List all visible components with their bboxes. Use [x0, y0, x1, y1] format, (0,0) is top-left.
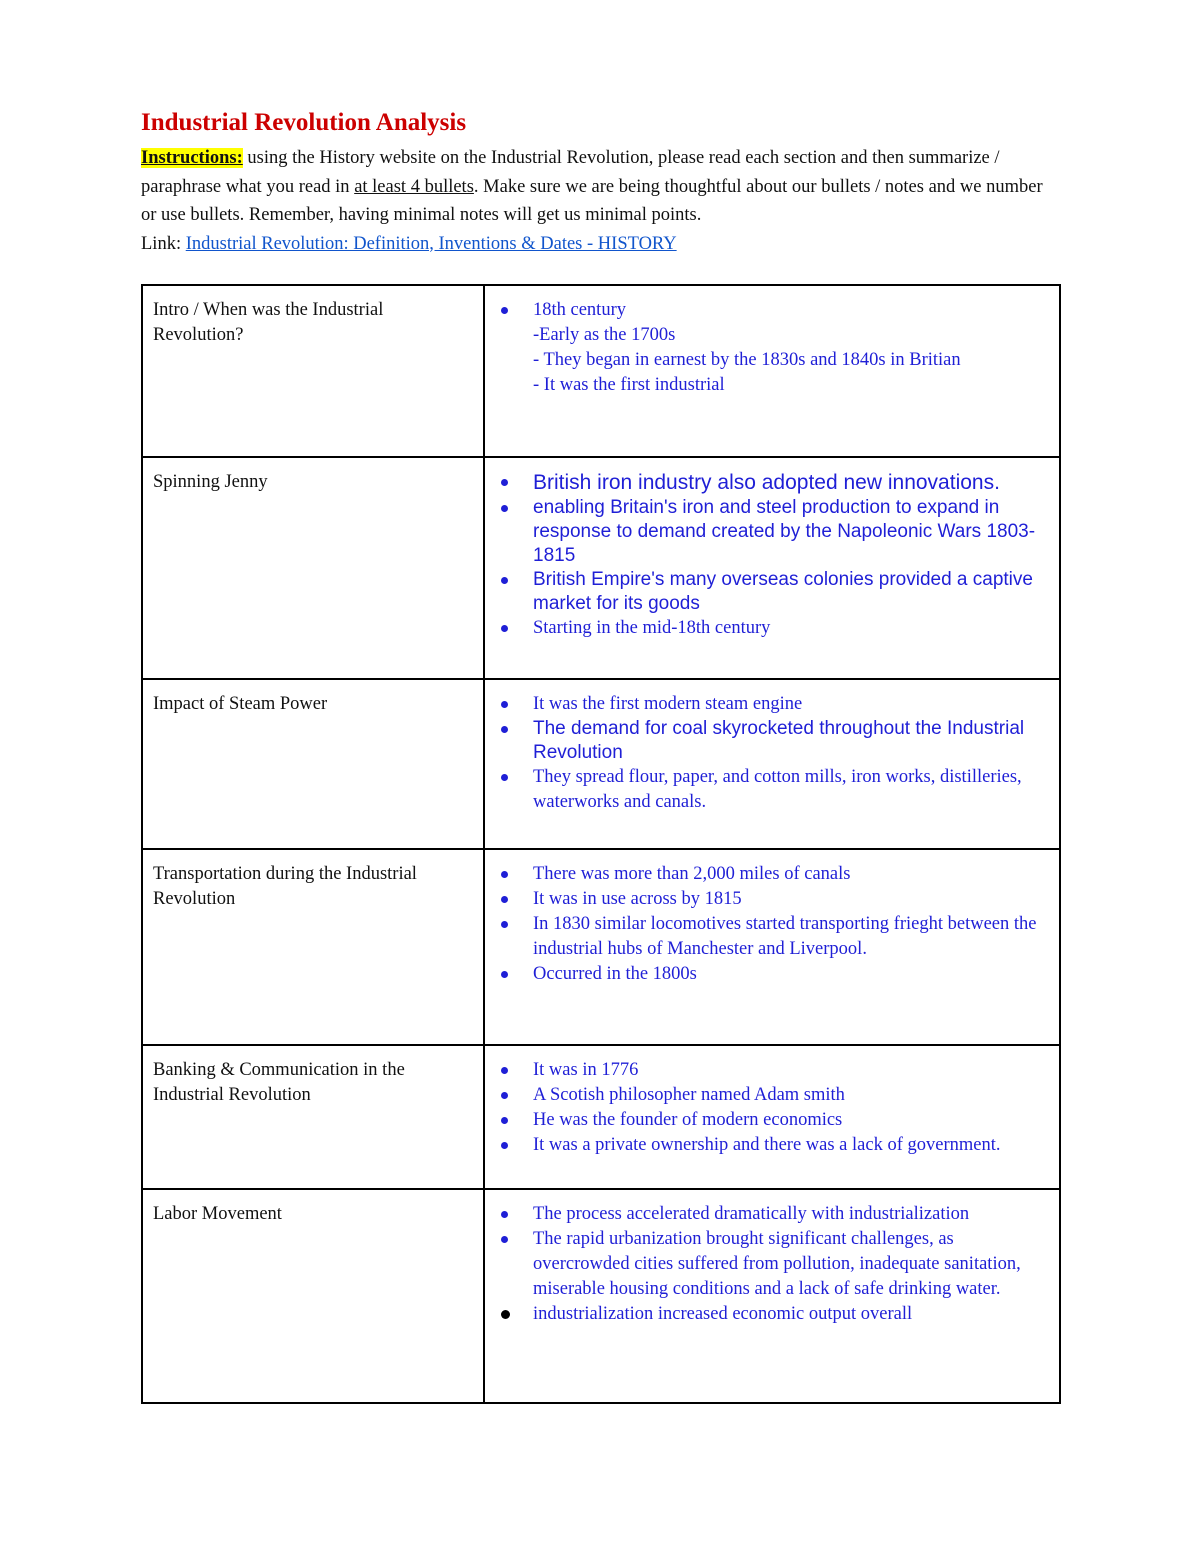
- bullet-text: 18th century: [533, 300, 626, 320]
- topic-cell: Impact of Steam Power: [142, 679, 484, 849]
- list-item: industrialization increased economic output overall: [533, 1302, 1049, 1327]
- notes-cell: [484, 849, 1060, 1045]
- notes-cell: [484, 1045, 1060, 1189]
- bullet-list: [495, 298, 1049, 398]
- list-item: The process accelerated dramatically with industrialization: [533, 1202, 1049, 1227]
- list-item: British iron industry also adopted new innovations.: [533, 470, 1049, 496]
- list-item: It was the first modern steam engine: [533, 692, 1049, 717]
- topic-cell: Spinning Jenny: [142, 457, 484, 679]
- list-item: It was in use across by 1815: [533, 887, 1049, 912]
- list-item: A Scotish philosopher named Adam smith: [533, 1083, 1049, 1108]
- topic-cell: Intro / When was the Industrial Revolution?: [142, 285, 484, 457]
- notes-cell: [484, 1189, 1060, 1403]
- table-row: [142, 849, 1060, 1045]
- history-link[interactable]: Industrial Revolution: Definition, Inventions & Dates - HISTORY: [185, 233, 677, 254]
- bullet-list: [495, 470, 1049, 641]
- table-row: [142, 1045, 1060, 1189]
- table-row: [142, 457, 1060, 679]
- bullet-list: [495, 692, 1049, 815]
- instructions-paragraph: [141, 144, 1061, 258]
- sub-line: - It was the first industrial: [533, 375, 725, 395]
- instructions-text-2: . Make sure we are being thoughtful about our bullets / notes and we number or use bullets. Remember, having minimal notes will get us minimal points.: [141, 176, 1043, 225]
- link-label: Link:: [141, 233, 186, 254]
- list-item: British Empire's many overseas colonies provided a captive market for its goods: [533, 568, 1049, 616]
- instructions-underlined: at least 4 bullets: [354, 176, 474, 197]
- sub-line: - They began in earnest by the 1830s and 1840s in Britian: [533, 350, 961, 370]
- list-item: Occurred in the 1800s: [533, 962, 1049, 987]
- instructions-label: Instructions:: [141, 148, 243, 168]
- notes-cell: [484, 285, 1060, 457]
- list-item: enabling Britain's iron and steel production to expand in response to demand created by the Napoleonic Wars 1803-1815: [533, 496, 1049, 568]
- list-item: They spread flour, paper, and cotton mills, iron works, distilleries, waterworks and canals.: [533, 765, 1049, 815]
- list-item: He was the founder of modern economics: [533, 1108, 1049, 1133]
- list-item: In 1830 similar locomotives started transporting frieght between the industrial hubs of Manchester and Liverpool.: [533, 912, 1049, 962]
- list-item: Starting in the mid-18th century: [533, 616, 1049, 641]
- list-item: The demand for coal skyrocketed throughout the Industrial Revolution: [533, 717, 1049, 765]
- document-header: [141, 108, 1061, 258]
- notes-table: [141, 284, 1061, 1404]
- topic-cell: Transportation during the Industrial Revolution: [142, 849, 484, 1045]
- page-title: Industrial Revolution Analysis: [141, 109, 467, 136]
- topic-cell: Labor Movement: [142, 1189, 484, 1403]
- topic-cell: Banking & Communication in the Industrial Revolution: [142, 1045, 484, 1189]
- notes-cell: [484, 457, 1060, 679]
- list-item: There was more than 2,000 miles of canals: [533, 862, 1049, 887]
- bullet-list: [495, 1058, 1049, 1158]
- bullet-list: [495, 1202, 1049, 1327]
- table-row: [142, 1189, 1060, 1403]
- list-item: The rapid urbanization brought significant challenges, as overcrowded cities suffered from pollution, inadequate sanitation, miserable housing conditions and a lack of safe drinking water.: [533, 1227, 1049, 1302]
- notes-cell: [484, 679, 1060, 849]
- list-item: It was a private ownership and there was a lack of government.: [533, 1133, 1049, 1158]
- table-row: [142, 679, 1060, 849]
- sub-line: -Early as the 1700s: [533, 325, 676, 345]
- instructions-text-1: using the History website on the Industrial Revolution, please read each section and then summarize / paraphrase what you read in: [141, 148, 1000, 197]
- table-row: [142, 285, 1060, 457]
- list-item: It was in 1776: [533, 1058, 1049, 1083]
- bullet-list: [495, 862, 1049, 987]
- list-item: [533, 298, 1049, 398]
